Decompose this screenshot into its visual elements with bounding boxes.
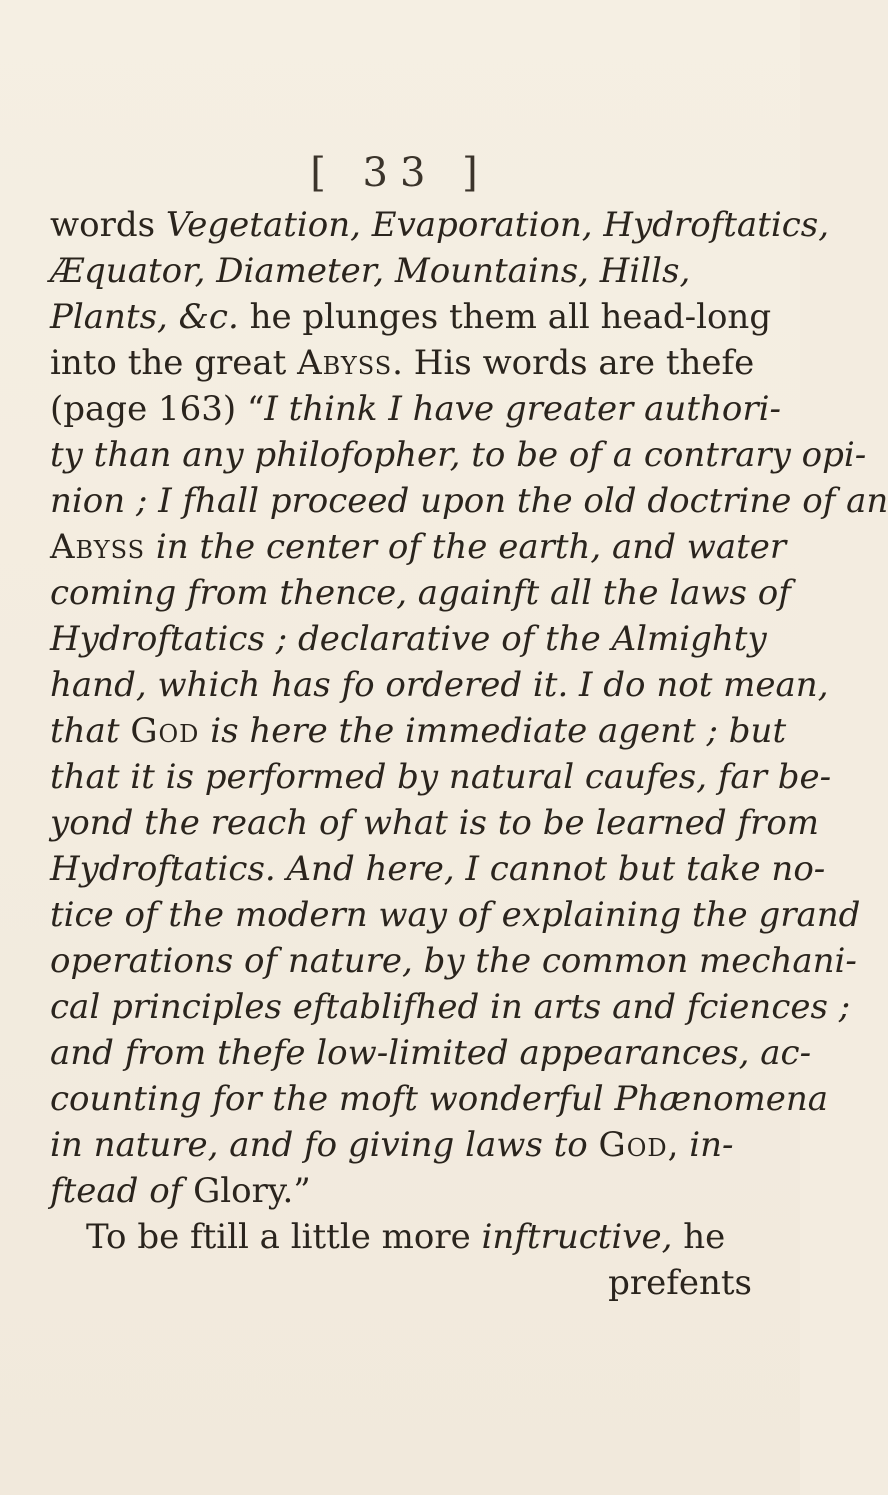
text-run (145, 527, 156, 567)
text-line (50, 340, 770, 386)
text-line (50, 984, 851, 1030)
italic-text-run: coming from thence, againft all the laws of (50, 573, 791, 613)
italic-text-run: operations of nature, by the common mechani- (50, 941, 857, 981)
text-line (50, 754, 832, 800)
text-run (120, 711, 131, 751)
italic-text-run: Hydroftatics ; declarative of the Almighty (50, 619, 767, 659)
text-line (50, 524, 787, 570)
italic-text-run: Vegetation, Evaporation, Hydroftatics, (165, 205, 830, 245)
text-run: words (50, 205, 166, 245)
text-line (50, 202, 830, 248)
italic-text-run: counting for the moft wonderful Phænomena (50, 1079, 829, 1119)
italic-text-run: is here the immediate agent ; but (210, 711, 787, 751)
text-run: prefents (608, 1263, 752, 1303)
text-line (50, 1214, 770, 1260)
text-run: he (672, 1217, 726, 1257)
text-line (50, 432, 867, 478)
italic-text-run: ftead of (50, 1171, 183, 1211)
text-run (588, 1125, 599, 1165)
text-run: , (667, 1125, 690, 1165)
italic-text-run: hand, which has fo ordered it. I do not mean, (50, 665, 829, 705)
text-run (199, 711, 210, 751)
small-caps-text-run: Abyss (50, 527, 146, 567)
text-run: Glory.” (182, 1171, 311, 1211)
text-line (50, 1168, 770, 1214)
text-line (50, 938, 857, 984)
text-line (50, 1076, 829, 1122)
small-caps-text-run: God (598, 1125, 668, 1165)
page-header: [ 33 ] (310, 150, 490, 196)
text-line (50, 248, 770, 294)
text-line (50, 708, 787, 754)
italic-text-run: in- (689, 1125, 734, 1165)
text-line (50, 662, 829, 708)
text-run: into the great (50, 343, 298, 383)
italic-text-run: that (50, 711, 120, 751)
italic-text-run: and from thefe low-limited appearances, ac- (50, 1033, 812, 1073)
text-run: (page 163) “ (50, 389, 265, 429)
text-line (50, 800, 820, 846)
small-caps-text-run: Abyss (297, 343, 393, 383)
text-line (50, 846, 826, 892)
italic-text-run: nion ; I fhall proceed upon the old doctrine of an (50, 481, 888, 521)
text-line (50, 294, 770, 340)
text-run: he plunges them all head-long (238, 297, 772, 337)
page-text (50, 202, 888, 1306)
italic-text-run: Plants, &c. (50, 297, 239, 337)
text-line (50, 1030, 812, 1076)
italic-text-run: that it is performed by natural caufes, far be- (50, 757, 832, 797)
italic-text-run: yond the reach of what is to be learned from (50, 803, 820, 843)
text-run: To be ftill a little more (86, 1217, 482, 1257)
text-line (50, 1122, 770, 1168)
text-run: . His words are thefe (392, 343, 755, 383)
text-line (50, 892, 861, 938)
italic-text-run: ty than any philofopher, to be of a contrary opi- (50, 435, 867, 475)
text-line (50, 386, 781, 432)
small-caps-text-run: God (130, 711, 200, 751)
text-line (50, 478, 888, 524)
italic-text-run: I think I have greater authori- (264, 389, 781, 429)
italic-text-run: in the center of the earth, and water (155, 527, 787, 567)
text-line (50, 1260, 770, 1306)
italic-text-run: Hydroftatics. And here, I cannot but take no- (50, 849, 826, 889)
italic-text-run: cal principles eftablifhed in arts and fciences ; (50, 987, 851, 1027)
italic-text-run: in nature, and fo giving laws to (50, 1125, 588, 1165)
text-line (50, 616, 770, 662)
italic-text-run: inftructive, (481, 1217, 673, 1257)
text-line (50, 570, 791, 616)
italic-text-run: Æquator, Diameter, Mountains, Hills, (50, 251, 691, 291)
italic-text-run: tice of the modern way of explaining the grand (50, 895, 861, 935)
